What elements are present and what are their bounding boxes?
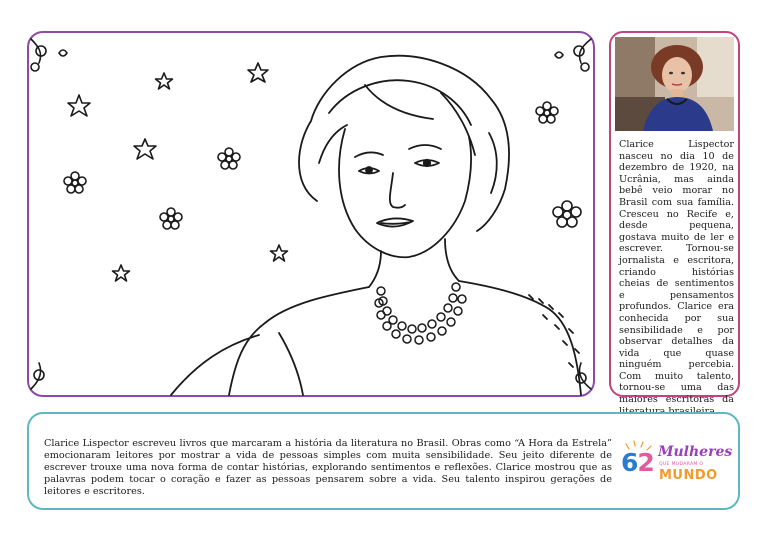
star-icon (68, 95, 90, 116)
corner-flower-icon (555, 39, 591, 71)
logo-word-mundo: MUNDO (659, 468, 718, 483)
corner-flower-icon (31, 39, 67, 71)
woman-portrait (171, 56, 581, 395)
logo-number (621, 448, 654, 477)
coloring-illustration (29, 33, 593, 395)
flower-icon (64, 172, 86, 193)
summary-text: Clarice Lispector escreveu livros que marcaram a história da literatura no Brasil. Obras como “A Hora da Estrela” emocionaram leitores por mostrar a vida de pessoas simples com muita sensibilidade. Seu jeito diferente de escrever trouxe uma nova forma de contar histórias, explorando sentimentos e reflexões. Clarice mostrou que as palavras podem tocar o coração e fazer as pessoas pensarem sobre a vida. Seu talento inspirou gerações de leitores e escritores. (44, 438, 612, 497)
flower-icon (553, 201, 581, 227)
flower-icon (536, 102, 558, 123)
star-icon (156, 73, 173, 89)
star-icon (113, 265, 130, 281)
bio-text: Clarice Lispector nasceu no dia 10 de dezembro de 1920, na Ucrânia, mas ainda bebê veio morar no Brasil com sua família. Cresceu no Recife e, desde pequena, gostava muito de ler e escrever. Tornou-se jornalista e escritora, criando histórias cheias de sentimentos e pensamentos profundos. Clarice era conhecida por sua sensibilidade e por observar detalhes da vida que quase ninguém percebia. Com muito talento, tornou-se uma das maiores escritoras da (619, 139, 734, 406)
logo-number-2: 2 (637, 448, 654, 477)
logo-number-6: 6 (621, 448, 638, 477)
summary-panel (27, 412, 740, 510)
logo-word-subtitle: QUE MUDARAM O (659, 462, 704, 467)
corner-flower-icon (31, 363, 44, 389)
star-icon (271, 245, 288, 261)
star-icon (248, 63, 268, 82)
bio-panel (609, 31, 740, 406)
flower-icon (160, 208, 182, 229)
flower-icon (218, 148, 240, 169)
portrait-photo-image (615, 37, 734, 131)
series-logo (621, 439, 731, 491)
coloring-page-frame (27, 31, 595, 397)
logo-word-mulheres: Mulheres (658, 444, 733, 460)
star-icon (134, 139, 156, 159)
portrait-photo (615, 37, 734, 131)
